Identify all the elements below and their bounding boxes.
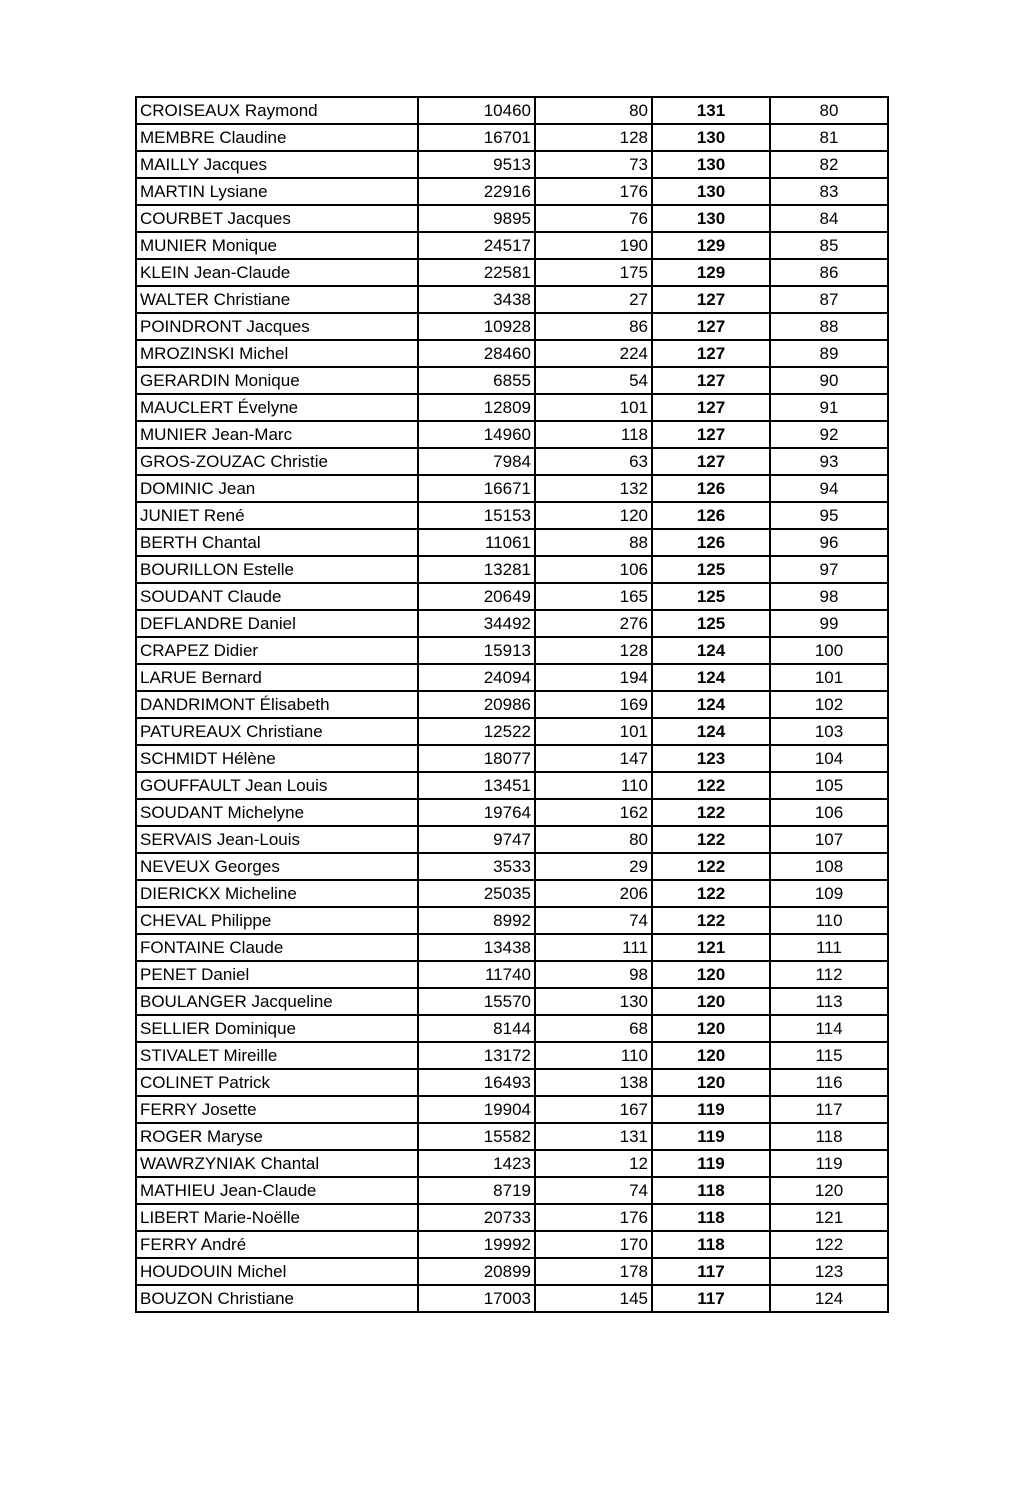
value-a-cell: 15153 [418, 502, 535, 529]
score-cell: 125 [652, 556, 770, 583]
value-b-cell: 98 [535, 961, 652, 988]
score-cell: 129 [652, 232, 770, 259]
value-b-cell: 74 [535, 1177, 652, 1204]
rank-cell: 84 [770, 205, 888, 232]
score-cell: 127 [652, 421, 770, 448]
table-row [136, 394, 888, 421]
score-cell: 127 [652, 394, 770, 421]
score-cell: 127 [652, 367, 770, 394]
rank-cell: 101 [770, 664, 888, 691]
value-b-cell: 128 [535, 637, 652, 664]
participant-name-cell: DIERICKX Micheline [136, 880, 418, 907]
value-a-cell: 8144 [418, 1015, 535, 1042]
table-row [136, 1015, 888, 1042]
value-a-cell: 11061 [418, 529, 535, 556]
value-b-cell: 132 [535, 475, 652, 502]
participant-name-cell: HOUDOUIN Michel [136, 1258, 418, 1285]
table-row [136, 826, 888, 853]
rank-cell: 109 [770, 880, 888, 907]
table-row [136, 1258, 888, 1285]
value-b-cell: 170 [535, 1231, 652, 1258]
value-a-cell: 16701 [418, 124, 535, 151]
value-a-cell: 20899 [418, 1258, 535, 1285]
value-b-cell: 138 [535, 1069, 652, 1096]
value-b-cell: 176 [535, 178, 652, 205]
rank-cell: 82 [770, 151, 888, 178]
table-row [136, 529, 888, 556]
value-b-cell: 118 [535, 421, 652, 448]
table-row [136, 1204, 888, 1231]
participant-name-cell: ROGER Maryse [136, 1123, 418, 1150]
score-cell: 122 [652, 772, 770, 799]
value-a-cell: 20986 [418, 691, 535, 718]
value-b-cell: 111 [535, 934, 652, 961]
value-b-cell: 162 [535, 799, 652, 826]
value-b-cell: 206 [535, 880, 652, 907]
score-cell: 124 [652, 718, 770, 745]
participant-name-cell: FONTAINE Claude [136, 934, 418, 961]
rank-cell: 115 [770, 1042, 888, 1069]
rank-cell: 113 [770, 988, 888, 1015]
rank-cell: 103 [770, 718, 888, 745]
table-row [136, 1096, 888, 1123]
participant-name-cell: SERVAIS Jean-Louis [136, 826, 418, 853]
value-a-cell: 8719 [418, 1177, 535, 1204]
rank-cell: 90 [770, 367, 888, 394]
rank-cell: 97 [770, 556, 888, 583]
participant-name-cell: NEVEUX Georges [136, 853, 418, 880]
table-row [136, 1231, 888, 1258]
table-row [136, 178, 888, 205]
score-cell: 117 [652, 1285, 770, 1312]
score-cell: 118 [652, 1204, 770, 1231]
participant-name-cell: COURBET Jacques [136, 205, 418, 232]
rank-cell: 89 [770, 340, 888, 367]
value-a-cell: 14960 [418, 421, 535, 448]
value-a-cell: 7984 [418, 448, 535, 475]
rank-cell: 99 [770, 610, 888, 637]
value-b-cell: 128 [535, 124, 652, 151]
rank-cell: 110 [770, 907, 888, 934]
value-b-cell: 120 [535, 502, 652, 529]
participant-name-cell: DOMINIC Jean [136, 475, 418, 502]
score-cell: 118 [652, 1177, 770, 1204]
rank-cell: 92 [770, 421, 888, 448]
rank-cell: 111 [770, 934, 888, 961]
value-a-cell: 24517 [418, 232, 535, 259]
participant-name-cell: MEMBRE Claudine [136, 124, 418, 151]
value-a-cell: 22581 [418, 259, 535, 286]
participant-name-cell: JUNIET René [136, 502, 418, 529]
value-a-cell: 28460 [418, 340, 535, 367]
score-cell: 117 [652, 1258, 770, 1285]
score-cell: 124 [652, 691, 770, 718]
table-row [136, 556, 888, 583]
rank-cell: 88 [770, 313, 888, 340]
score-cell: 126 [652, 475, 770, 502]
participant-name-cell: LARUE Bernard [136, 664, 418, 691]
score-cell: 127 [652, 286, 770, 313]
participant-name-cell: FERRY Josette [136, 1096, 418, 1123]
score-cell: 126 [652, 529, 770, 556]
table-row [136, 124, 888, 151]
value-a-cell: 15582 [418, 1123, 535, 1150]
value-a-cell: 13451 [418, 772, 535, 799]
table-row [136, 799, 888, 826]
score-cell: 120 [652, 961, 770, 988]
participant-name-cell: MATHIEU Jean-Claude [136, 1177, 418, 1204]
participant-name-cell: BOUZON Christiane [136, 1285, 418, 1312]
score-cell: 120 [652, 1069, 770, 1096]
table-row [136, 637, 888, 664]
value-b-cell: 27 [535, 286, 652, 313]
value-a-cell: 16493 [418, 1069, 535, 1096]
participant-name-cell: MUNIER Monique [136, 232, 418, 259]
value-a-cell: 9747 [418, 826, 535, 853]
table-row [136, 1123, 888, 1150]
participant-name-cell: LIBERT Marie-Noëlle [136, 1204, 418, 1231]
participant-name-cell: CROISEAUX Raymond [136, 97, 418, 124]
value-a-cell: 20733 [418, 1204, 535, 1231]
table-row [136, 961, 888, 988]
table-row [136, 934, 888, 961]
value-b-cell: 167 [535, 1096, 652, 1123]
score-cell: 130 [652, 124, 770, 151]
table-row [136, 853, 888, 880]
value-a-cell: 25035 [418, 880, 535, 907]
table-row [136, 1177, 888, 1204]
participant-name-cell: BOULANGER Jacqueline [136, 988, 418, 1015]
table-row [136, 475, 888, 502]
table-row [136, 151, 888, 178]
participant-name-cell: GROS-ZOUZAC Christie [136, 448, 418, 475]
participant-name-cell: MROZINSKI Michel [136, 340, 418, 367]
value-b-cell: 54 [535, 367, 652, 394]
score-cell: 127 [652, 448, 770, 475]
table-row [136, 421, 888, 448]
participant-name-cell: SCHMIDT Hélène [136, 745, 418, 772]
value-b-cell: 145 [535, 1285, 652, 1312]
participant-name-cell: CHEVAL Philippe [136, 907, 418, 934]
score-cell: 131 [652, 97, 770, 124]
rank-cell: 116 [770, 1069, 888, 1096]
rank-cell: 105 [770, 772, 888, 799]
value-a-cell: 13281 [418, 556, 535, 583]
rank-cell: 98 [770, 583, 888, 610]
participant-name-cell: WAWRZYNIAK Chantal [136, 1150, 418, 1177]
score-cell: 122 [652, 826, 770, 853]
value-a-cell: 8992 [418, 907, 535, 934]
table-row [136, 610, 888, 637]
score-cell: 126 [652, 502, 770, 529]
rank-cell: 81 [770, 124, 888, 151]
table-row [136, 1150, 888, 1177]
table-row [136, 880, 888, 907]
participant-name-cell: MAILLY Jacques [136, 151, 418, 178]
rank-cell: 100 [770, 637, 888, 664]
value-a-cell: 17003 [418, 1285, 535, 1312]
value-a-cell: 20649 [418, 583, 535, 610]
rank-cell: 80 [770, 97, 888, 124]
value-a-cell: 16671 [418, 475, 535, 502]
participant-name-cell: SELLIER Dominique [136, 1015, 418, 1042]
participant-name-cell: KLEIN Jean-Claude [136, 259, 418, 286]
participant-name-cell: DANDRIMONT Élisabeth [136, 691, 418, 718]
value-b-cell: 12 [535, 1150, 652, 1177]
participant-name-cell: GERARDIN Monique [136, 367, 418, 394]
table-row [136, 691, 888, 718]
score-cell: 127 [652, 313, 770, 340]
table-row [136, 367, 888, 394]
rank-cell: 91 [770, 394, 888, 421]
table-row [136, 772, 888, 799]
score-cell: 129 [652, 259, 770, 286]
score-cell: 120 [652, 988, 770, 1015]
participant-name-cell: CRAPEZ Didier [136, 637, 418, 664]
score-cell: 123 [652, 745, 770, 772]
value-b-cell: 178 [535, 1258, 652, 1285]
participant-name-cell: MAUCLERT Évelyne [136, 394, 418, 421]
value-b-cell: 76 [535, 205, 652, 232]
participant-name-cell: PATUREAUX Christiane [136, 718, 418, 745]
value-b-cell: 224 [535, 340, 652, 367]
rank-cell: 96 [770, 529, 888, 556]
value-b-cell: 101 [535, 718, 652, 745]
value-a-cell: 1423 [418, 1150, 535, 1177]
score-cell: 124 [652, 637, 770, 664]
value-b-cell: 110 [535, 772, 652, 799]
table-row [136, 313, 888, 340]
rank-cell: 122 [770, 1231, 888, 1258]
participant-name-cell: MUNIER Jean-Marc [136, 421, 418, 448]
table-row [136, 1042, 888, 1069]
rank-cell: 117 [770, 1096, 888, 1123]
rank-cell: 94 [770, 475, 888, 502]
rank-cell: 112 [770, 961, 888, 988]
participant-name-cell: COLINET Patrick [136, 1069, 418, 1096]
rank-cell: 107 [770, 826, 888, 853]
value-b-cell: 74 [535, 907, 652, 934]
table-row [136, 988, 888, 1015]
value-b-cell: 80 [535, 826, 652, 853]
rank-cell: 123 [770, 1258, 888, 1285]
value-b-cell: 190 [535, 232, 652, 259]
table-row [136, 97, 888, 124]
participant-name-cell: GOUFFAULT Jean Louis [136, 772, 418, 799]
rank-cell: 121 [770, 1204, 888, 1231]
value-b-cell: 176 [535, 1204, 652, 1231]
table-row [136, 1285, 888, 1312]
value-a-cell: 19764 [418, 799, 535, 826]
score-cell: 130 [652, 151, 770, 178]
participant-name-cell: POINDRONT Jacques [136, 313, 418, 340]
value-a-cell: 12809 [418, 394, 535, 421]
value-b-cell: 130 [535, 988, 652, 1015]
results-table-body [136, 97, 888, 1312]
value-a-cell: 12522 [418, 718, 535, 745]
value-b-cell: 86 [535, 313, 652, 340]
score-cell: 122 [652, 907, 770, 934]
value-b-cell: 175 [535, 259, 652, 286]
table-row [136, 259, 888, 286]
value-b-cell: 106 [535, 556, 652, 583]
score-cell: 122 [652, 853, 770, 880]
value-a-cell: 15913 [418, 637, 535, 664]
rank-cell: 120 [770, 1177, 888, 1204]
value-a-cell: 13438 [418, 934, 535, 961]
rank-cell: 83 [770, 178, 888, 205]
score-cell: 121 [652, 934, 770, 961]
participant-name-cell: WALTER Christiane [136, 286, 418, 313]
score-cell: 125 [652, 610, 770, 637]
score-cell: 124 [652, 664, 770, 691]
participant-name-cell: SOUDANT Michelyne [136, 799, 418, 826]
value-b-cell: 110 [535, 1042, 652, 1069]
rank-cell: 86 [770, 259, 888, 286]
value-a-cell: 6855 [418, 367, 535, 394]
value-a-cell: 15570 [418, 988, 535, 1015]
value-b-cell: 169 [535, 691, 652, 718]
table-row [136, 745, 888, 772]
table-row [136, 232, 888, 259]
value-a-cell: 9895 [418, 205, 535, 232]
rank-cell: 119 [770, 1150, 888, 1177]
table-row [136, 907, 888, 934]
participant-name-cell: SOUDANT Claude [136, 583, 418, 610]
value-a-cell: 22916 [418, 178, 535, 205]
value-b-cell: 276 [535, 610, 652, 637]
table-row [136, 205, 888, 232]
value-b-cell: 131 [535, 1123, 652, 1150]
value-b-cell: 88 [535, 529, 652, 556]
table-row [136, 718, 888, 745]
score-cell: 122 [652, 799, 770, 826]
value-b-cell: 80 [535, 97, 652, 124]
value-a-cell: 10460 [418, 97, 535, 124]
rank-cell: 108 [770, 853, 888, 880]
rank-cell: 85 [770, 232, 888, 259]
value-b-cell: 73 [535, 151, 652, 178]
value-b-cell: 194 [535, 664, 652, 691]
value-a-cell: 18077 [418, 745, 535, 772]
rank-cell: 118 [770, 1123, 888, 1150]
participant-name-cell: STIVALET Mireille [136, 1042, 418, 1069]
rank-cell: 106 [770, 799, 888, 826]
value-a-cell: 3438 [418, 286, 535, 313]
participant-name-cell: FERRY André [136, 1231, 418, 1258]
participant-name-cell: PENET Daniel [136, 961, 418, 988]
rank-cell: 104 [770, 745, 888, 772]
value-a-cell: 9513 [418, 151, 535, 178]
value-b-cell: 29 [535, 853, 652, 880]
participant-name-cell: DEFLANDRE Daniel [136, 610, 418, 637]
value-a-cell: 3533 [418, 853, 535, 880]
table-row [136, 448, 888, 475]
score-cell: 122 [652, 880, 770, 907]
score-cell: 125 [652, 583, 770, 610]
score-cell: 130 [652, 205, 770, 232]
rank-cell: 87 [770, 286, 888, 313]
value-a-cell: 10928 [418, 313, 535, 340]
score-cell: 120 [652, 1042, 770, 1069]
participant-name-cell: BOURILLON Estelle [136, 556, 418, 583]
score-cell: 130 [652, 178, 770, 205]
rank-cell: 114 [770, 1015, 888, 1042]
value-b-cell: 165 [535, 583, 652, 610]
rank-cell: 124 [770, 1285, 888, 1312]
score-cell: 120 [652, 1015, 770, 1042]
value-b-cell: 147 [535, 745, 652, 772]
value-a-cell: 11740 [418, 961, 535, 988]
score-cell: 127 [652, 340, 770, 367]
rank-cell: 102 [770, 691, 888, 718]
score-cell: 118 [652, 1231, 770, 1258]
table-row [136, 502, 888, 529]
table-row [136, 1069, 888, 1096]
score-cell: 119 [652, 1150, 770, 1177]
results-table [135, 96, 889, 1313]
value-b-cell: 101 [535, 394, 652, 421]
score-cell: 119 [652, 1123, 770, 1150]
value-a-cell: 13172 [418, 1042, 535, 1069]
value-a-cell: 19992 [418, 1231, 535, 1258]
score-cell: 119 [652, 1096, 770, 1123]
table-row [136, 286, 888, 313]
value-a-cell: 24094 [418, 664, 535, 691]
table-row [136, 583, 888, 610]
table-row [136, 664, 888, 691]
participant-name-cell: MARTIN Lysiane [136, 178, 418, 205]
table-row [136, 340, 888, 367]
value-a-cell: 19904 [418, 1096, 535, 1123]
value-b-cell: 68 [535, 1015, 652, 1042]
rank-cell: 95 [770, 502, 888, 529]
participant-name-cell: BERTH Chantal [136, 529, 418, 556]
value-a-cell: 34492 [418, 610, 535, 637]
value-b-cell: 63 [535, 448, 652, 475]
rank-cell: 93 [770, 448, 888, 475]
